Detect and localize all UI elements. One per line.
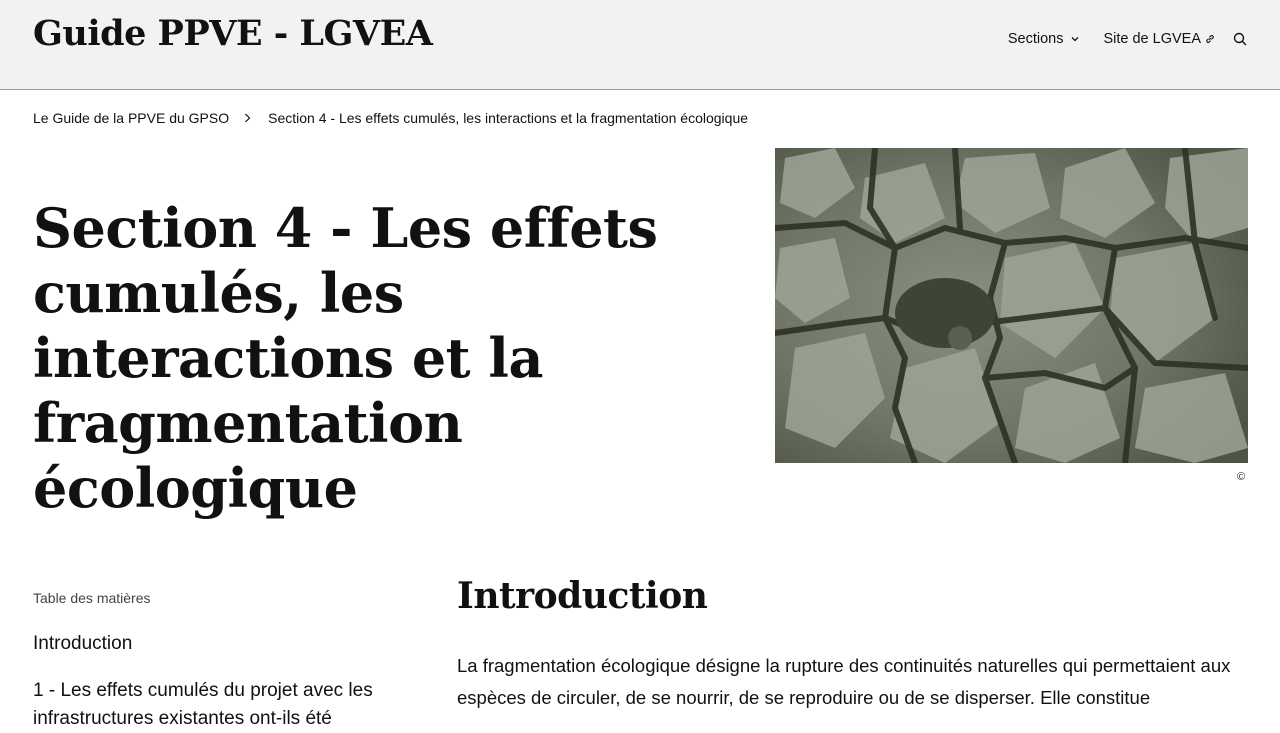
link-icon (1205, 34, 1215, 44)
breadcrumb (33, 110, 748, 126)
site-header (0, 0, 1280, 90)
main-nav (1008, 31, 1247, 47)
image-credit[interactable]: © (1237, 471, 1246, 483)
external-site-link[interactable] (1103, 31, 1215, 47)
sections-label: Sections (1007, 31, 1064, 47)
toc-item-section-1[interactable]: 1 - Les effets cumulés du projet avec les infrastructures existantes ont-ils été (33, 680, 373, 729)
cracked-earth-illustration (775, 148, 1248, 463)
chevron-right-icon (244, 113, 251, 123)
toc-label: Table des matières (33, 590, 151, 606)
site-title[interactable]: Guide PPVE - LGVEA (33, 13, 433, 54)
hero-image (775, 148, 1248, 463)
section-heading: Introduction (457, 575, 708, 617)
intro-paragraph: La fragmentation écologique désigne la rupture des continuités naturelles qui permettaient aux espèces de circuler, de se nourrir, de se reproduire ou de se disperser. Elle constitue (457, 655, 1231, 708)
toc-item-introduction[interactable]: Introduction (33, 633, 133, 654)
external-site-label: Site de LGVEA (1103, 31, 1201, 47)
breadcrumb-home-link[interactable]: Le Guide de la PPVE du GPSO (33, 110, 230, 126)
breadcrumb-current: Section 4 - Les effets cumulés, les interactions et la fragmentation écologique (268, 110, 749, 126)
page-title: Section 4 - Les effets cumulés, les interactions et la fragmentation écologique (33, 196, 658, 520)
search-icon[interactable] (1233, 32, 1247, 46)
sections-menu-button[interactable] (1008, 31, 1080, 47)
chevron-down-icon (1071, 35, 1079, 43)
